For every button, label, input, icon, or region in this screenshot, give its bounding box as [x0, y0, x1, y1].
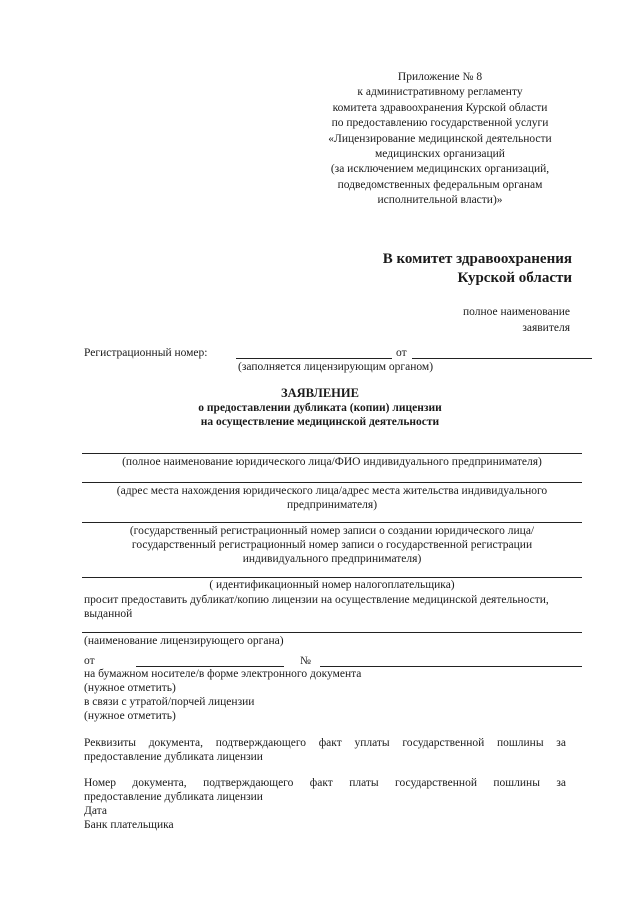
- applicant-caption: [463, 304, 570, 336]
- mark-note: (нужное отметить): [84, 682, 176, 694]
- reg-record-caption: индивидуального предпринимателя): [242, 553, 422, 565]
- issued-from: от: [84, 655, 95, 667]
- registration-label: Регистрационный номер:: [84, 347, 208, 359]
- payment-details-line: [84, 736, 566, 751]
- word: факт: [309, 777, 333, 789]
- annex-line: исполнительной власти)»: [377, 194, 503, 207]
- payment-number-line: [84, 776, 566, 791]
- request-text: просит предоставить дубликат/копию лицензии на осуществление медицинской деятельности,: [84, 594, 549, 606]
- word: государственной: [395, 777, 477, 789]
- registration-note: (заполняется лицензирующим органом): [238, 361, 434, 373]
- annex-line: (за исключением медицинских организаций,: [330, 163, 550, 176]
- issued-number-sign: №: [300, 655, 311, 667]
- word: Реквизиты: [84, 737, 136, 749]
- word: уплаты: [354, 737, 390, 749]
- annex-line: «Лицензирование медицинской деятельности: [328, 132, 552, 145]
- legal-name-line[interactable]: [82, 453, 582, 454]
- inn-caption: ( идентификационный номер налогоплательщика): [209, 579, 455, 591]
- word: платы: [349, 777, 379, 789]
- bank-label: Банк плательщика: [84, 819, 174, 831]
- annex-block: [300, 70, 580, 209]
- annex-line: медицинских организаций: [375, 148, 505, 161]
- annex-line: к административному регламенту: [357, 86, 523, 99]
- word: Номер: [84, 777, 116, 789]
- registration-date-line[interactable]: [412, 358, 592, 359]
- word: государственной: [402, 737, 485, 749]
- annex-line: комитета здравоохранения Курской области: [332, 101, 548, 114]
- word: документа,: [132, 777, 187, 789]
- document-title: ЗАЯВЛЕНИЕ: [281, 386, 359, 400]
- addressee: [383, 250, 572, 288]
- payment-number-line: предоставление дубликата лицензии: [84, 791, 263, 803]
- legal-name-caption: (полное наименование юридического лица/ФИО индивидуального предпринимателя): [122, 456, 542, 468]
- date-label: Дата: [84, 805, 107, 817]
- word: пошлины: [493, 777, 540, 789]
- reg-record-caption: государственный регистрационный номер записи о государственной регистрации: [131, 539, 533, 551]
- annex-line: Приложение № 8: [397, 71, 483, 83]
- address-caption: (адрес места нахождения юридического лица/адрес места жительства индивидуального: [116, 485, 548, 497]
- address-caption: предпринимателя): [286, 499, 378, 511]
- payment-details-line: предоставление дубликата лицензии: [84, 751, 263, 763]
- mark-note: (нужное отметить): [84, 710, 176, 722]
- word: за: [556, 777, 566, 789]
- applicant-caption-line: полное наименование: [462, 306, 570, 318]
- applicant-caption-line: заявителя: [522, 322, 570, 334]
- word: пошлины: [497, 737, 544, 749]
- addressee-line: В комитет здравоохранения: [382, 251, 572, 267]
- registration-number-line[interactable]: [236, 358, 392, 359]
- document-subtitle: о предоставлении дубликата (копии) лицензии: [198, 402, 442, 414]
- address-line[interactable]: [82, 482, 582, 483]
- medium-text: на бумажном носителе/в форме электронного документа: [84, 668, 362, 680]
- word: за: [556, 737, 566, 749]
- word: подтверждающего: [203, 777, 294, 789]
- reg-record-caption: (государственный регистрационный номер записи о создании юридического лица/: [129, 525, 535, 537]
- authority-line[interactable]: [82, 632, 582, 633]
- request-text: выданной: [84, 608, 133, 620]
- word: документа,: [148, 737, 203, 749]
- word: подтверждающего: [215, 737, 307, 749]
- reason-text: в связи с утратой/порчей лицензии: [84, 696, 255, 708]
- registration-from: от: [396, 347, 407, 359]
- authority-caption: (наименование лицензирующего органа): [84, 635, 284, 647]
- reg-record-line[interactable]: [82, 522, 582, 523]
- document-subtitle: на осуществление медицинской деятельности: [200, 416, 440, 428]
- annex-line: подведомственных федеральным органам: [337, 178, 543, 191]
- annex-line: по предоставлению государственной услуги: [331, 117, 549, 130]
- word: факт: [318, 737, 342, 749]
- addressee-line: Курской области: [457, 270, 572, 286]
